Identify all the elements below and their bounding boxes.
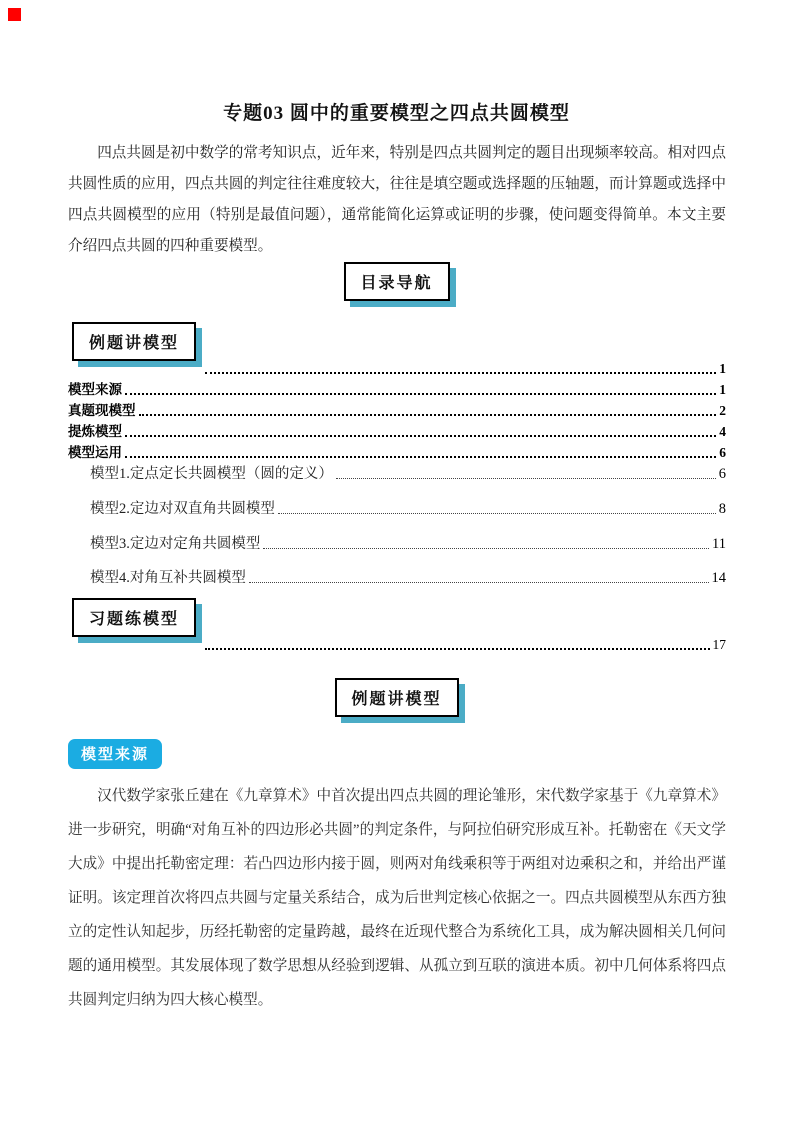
toc-entry-exercises[interactable]	[68, 634, 726, 654]
toc-entry-model-source[interactable]	[68, 379, 726, 399]
section-examples-label: 例题讲模型	[89, 335, 180, 352]
section-exercises-box	[72, 598, 196, 637]
toc-page-number: 8	[718, 501, 726, 517]
toc-leader-dots	[249, 582, 709, 583]
section-exercises-label: 习题练模型	[89, 611, 180, 628]
toc-page-number: 2	[719, 403, 726, 418]
toc-entry-real-problems[interactable]	[68, 400, 726, 420]
model-source-paragraph: 汉代数学家张丘建在《九章算术》中首次提出四点共圆的理论雏形，宋代数学家基于《九章算术》进一步研究，明确“对角互补的四边形必共圆”的判定条件，与阿拉伯研究形成互补。托勒密在《天文学大成》中提出托勒密定理：若凸四边形内接于圆，则两对角线乘积等于两组对边乘积之和，并给出严谨证明。该定理首次将四点共圆与定量关系结合，成为后世判定核心依据之一。四点共圆模型从东西方独立的定性认知起步，历经托勒密的定量跨越，最终在近现代整合为系统化工具，成为解决圆相关几何问题的通用模型。其发展体现了数学思想从经验到逻辑、从孤立到互联的演进本质。初中几何体系将四点共圆判定归纳为四大核心模型。	[68, 788, 726, 1008]
toc-leader-dots	[205, 372, 716, 374]
toc-entry-label: 模型运用	[68, 445, 122, 460]
document-title: 专题03 圆中的重要模型之四点共圆模型	[223, 103, 570, 124]
toc-page-number: 6	[719, 445, 726, 460]
toc-page-number: 11	[712, 536, 726, 552]
red-corner-marker	[8, 8, 21, 21]
toc-entry-label: 模型2.定边对双直角共圆模型	[90, 501, 275, 517]
toc-entry-model-usage[interactable]	[68, 442, 726, 462]
section-examples-box	[72, 322, 196, 361]
toc-page-number: 1	[719, 382, 726, 397]
toc-entry-model-1[interactable]	[68, 463, 726, 483]
toc-nav-title-label: 目录导航	[360, 275, 433, 292]
toc-entry-model-4[interactable]	[68, 567, 726, 587]
toc-leader-dots	[278, 513, 716, 514]
section-header-examples-label: 例题讲模型	[351, 691, 442, 708]
toc-leader-dots	[125, 435, 716, 437]
toc-entry-model-2[interactable]	[68, 498, 726, 518]
toc-page-number: 4	[719, 424, 726, 439]
toc-page-number: 1	[719, 361, 726, 376]
toc-entry-refine-model[interactable]	[68, 421, 726, 441]
toc-leader-dots	[336, 478, 716, 479]
toc-page-number: 6	[718, 466, 726, 482]
toc-entry-label: 模型来源	[68, 382, 122, 397]
intro-paragraph: 四点共圆是初中数学的常考知识点，近年来，特别是四点共圆判定的题目出现频率较高。相对四点共圆性质的应用，四点共圆的判定往往难度较大，往往是填空题或选择题的压轴题，而计算题或选择中四点共圆模型的应用（特别是最值问题），通常能简化运算或证明的步骤，使问题变得简单。本文主要介绍四点共圆的四种重要模型。	[68, 145, 726, 254]
toc-entry-label: 模型3.定边对定角共圆模型	[90, 536, 261, 552]
toc-entry-model-3[interactable]	[68, 533, 726, 553]
toc-nav-title-box	[343, 262, 449, 301]
section-header-examples-box	[334, 678, 458, 717]
toc-leader-dots	[125, 456, 716, 458]
toc-leader-dots	[139, 414, 717, 416]
toc-leader-dots	[263, 548, 709, 549]
toc-leader-dots	[205, 648, 710, 650]
model-source-badge: 模型来源	[68, 739, 162, 769]
toc-page-number: 17	[712, 637, 726, 652]
toc-leader-dots	[125, 393, 716, 395]
toc-entry-label: 真题现模型	[68, 403, 136, 418]
toc-entry-label: 模型1.定点定长共圆模型（圆的定义）	[90, 466, 333, 482]
toc-entry-examples[interactable]	[68, 358, 726, 378]
toc-entry-label: 模型4.对角互补共圆模型	[90, 570, 246, 586]
toc-entry-label: 提炼模型	[68, 424, 122, 439]
toc-page-number: 14	[711, 570, 726, 586]
